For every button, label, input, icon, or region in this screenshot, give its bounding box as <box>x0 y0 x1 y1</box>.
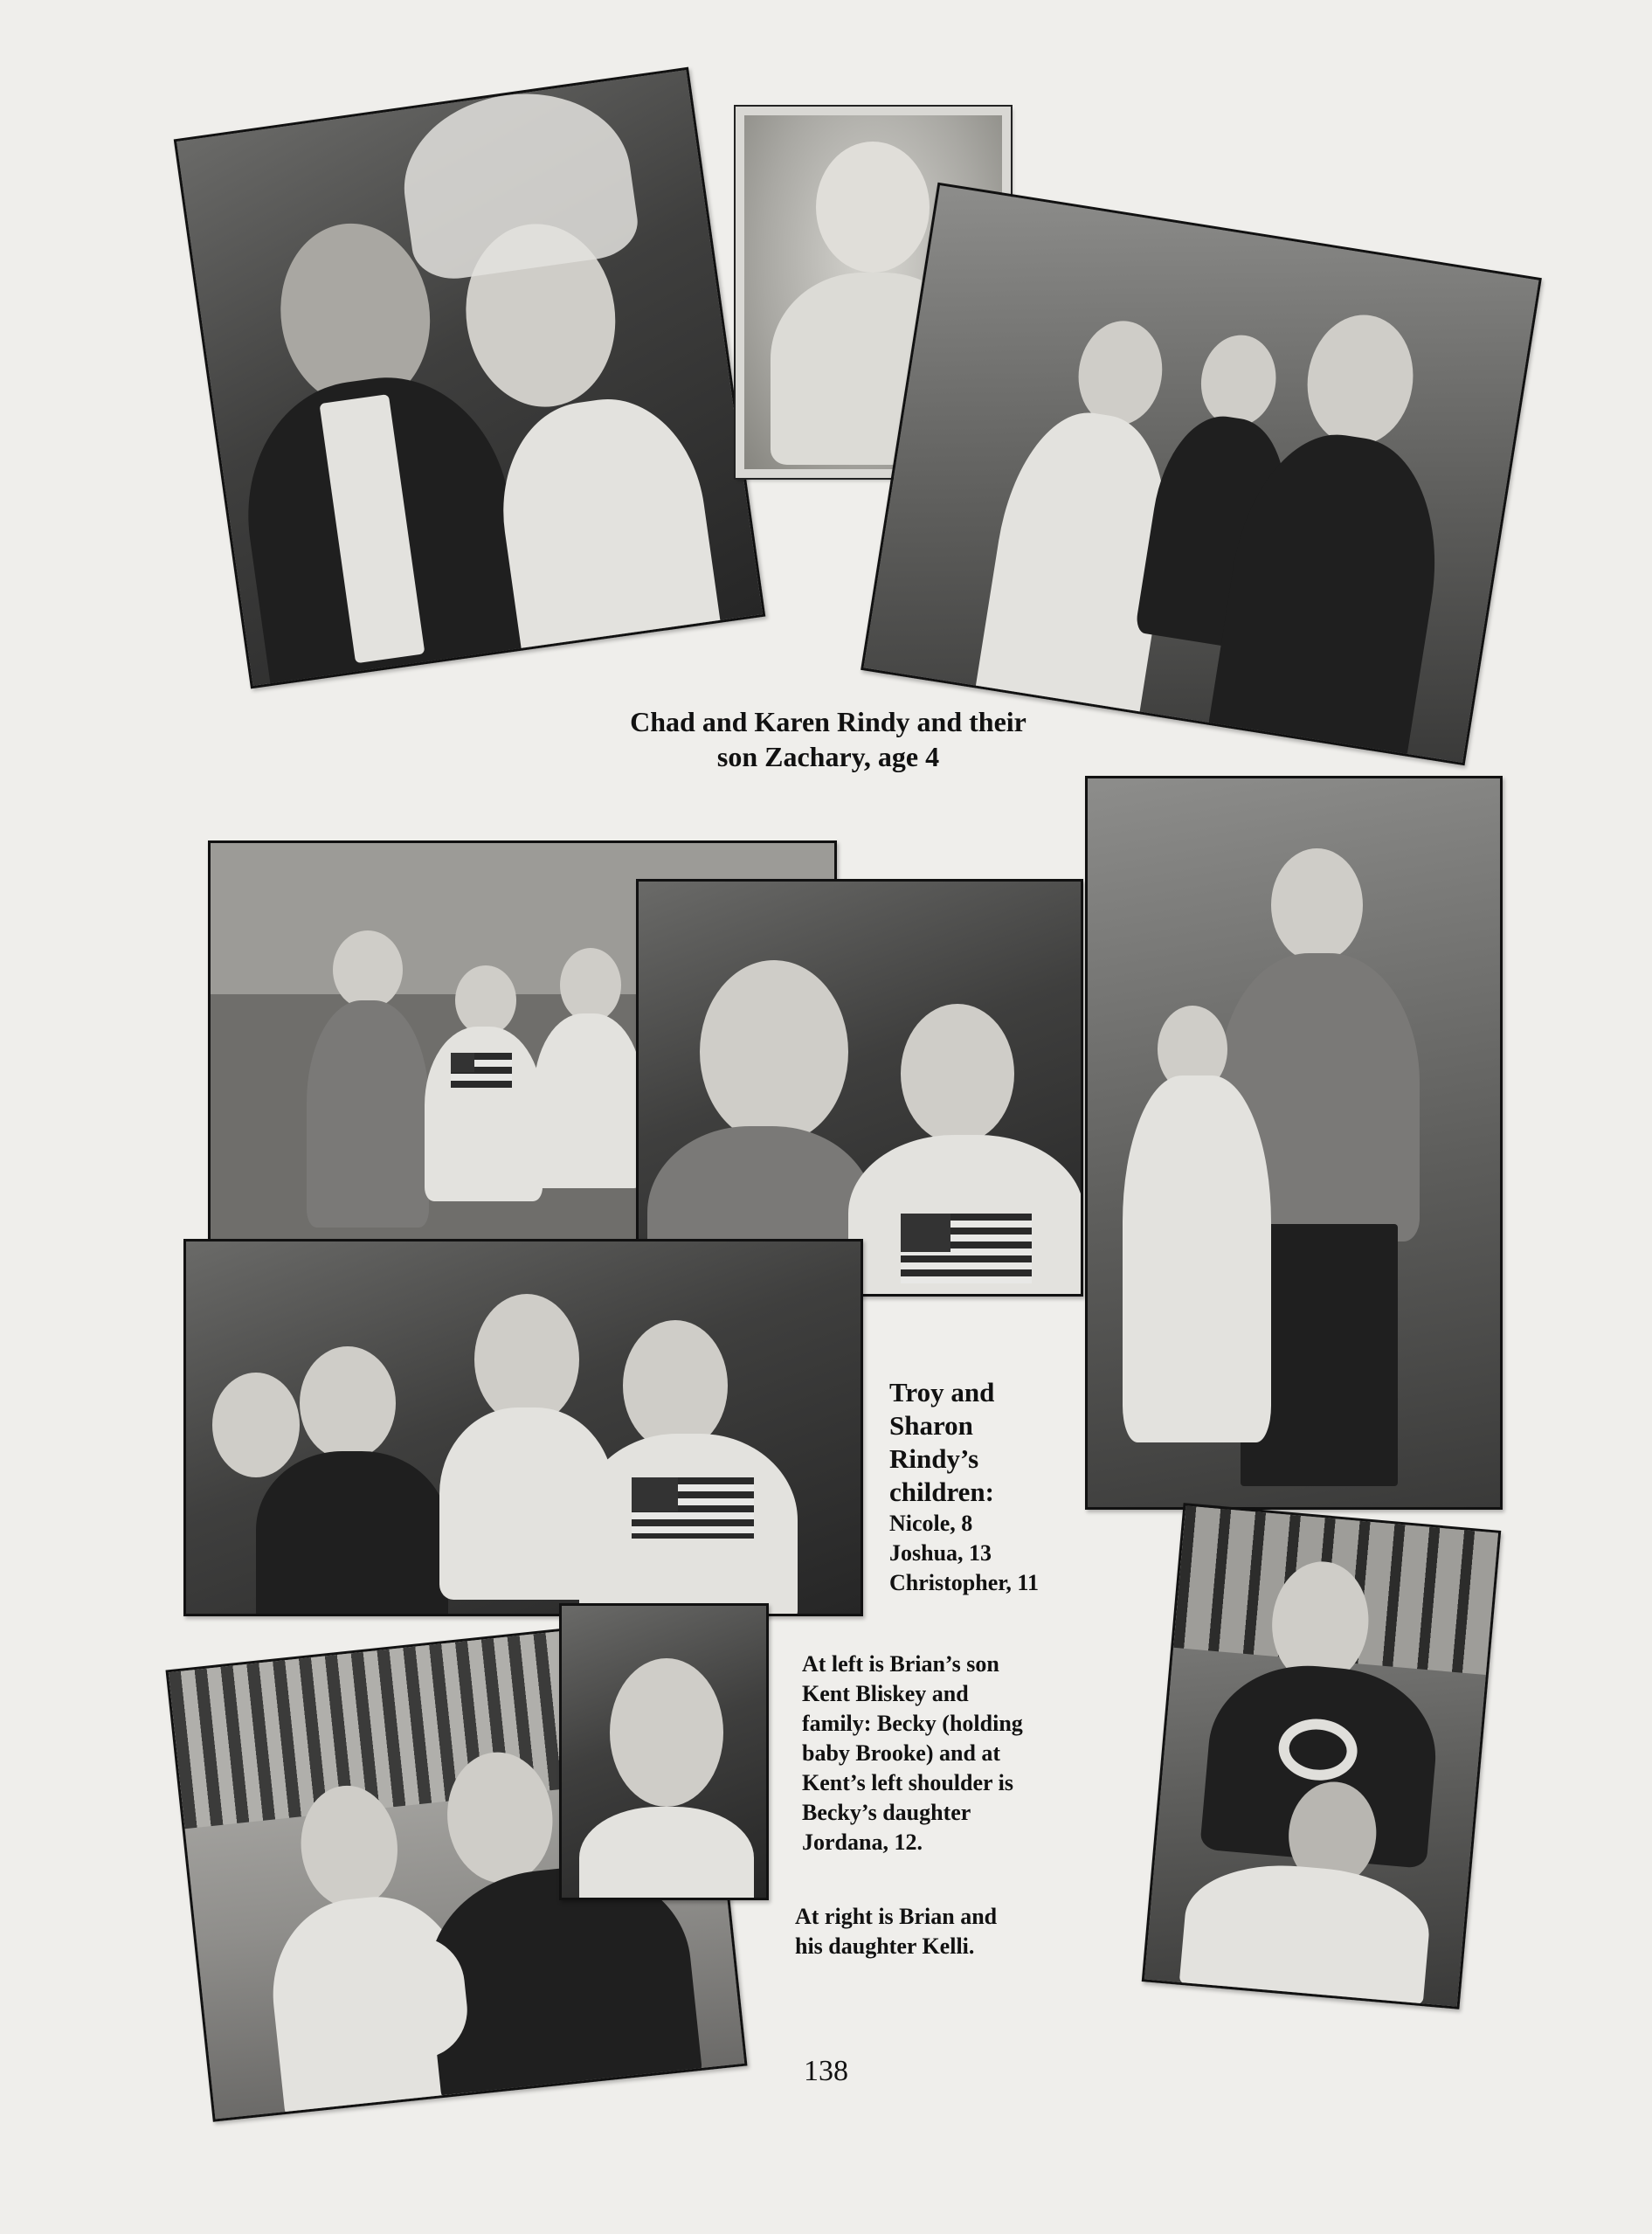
caption-troy-sharon <box>889 1376 1039 1598</box>
caption-troy-line1: Troy and <box>889 1377 995 1407</box>
caption-troy-child-3: Christopher, 11 <box>889 1570 1039 1595</box>
caption-kent-line4: baby Brooke) and at <box>802 1740 1001 1766</box>
caption-chad-karen-line2: son Zachary, age 4 <box>716 741 940 772</box>
caption-kent-line5: Kent’s left shoulder is <box>802 1770 1013 1795</box>
caption-chad-karen-line1: Chad and Karen Rindy and their <box>630 706 1026 737</box>
family-couch-photo <box>183 1239 863 1616</box>
caption-troy-child-1: Nicole, 8 <box>889 1511 973 1536</box>
jordana-portrait-photo <box>559 1603 769 1900</box>
caption-kent-line1: At left is Brian’s son <box>802 1651 999 1677</box>
page-number: 138 <box>804 2055 848 2087</box>
caption-kent-line2: Kent Bliskey and <box>802 1681 969 1706</box>
family-garden-photo <box>861 183 1542 766</box>
caption-brian-line2: his daughter Kelli. <box>795 1933 975 1959</box>
caption-troy-line4: children: <box>889 1477 994 1507</box>
caption-brian-kelli <box>795 1902 997 1961</box>
caption-troy-line2: Sharon <box>889 1410 973 1441</box>
father-daughter-dress-photo <box>1085 776 1503 1510</box>
caption-troy-line3: Rindy’s <box>889 1443 979 1474</box>
caption-chad-karen <box>592 704 1064 774</box>
caption-troy-child-2: Joshua, 13 <box>889 1540 992 1566</box>
father-son-closeup-photo <box>636 879 1083 1297</box>
caption-kent-line7: Jordana, 12. <box>802 1829 923 1855</box>
caption-brian-line1: At right is Brian and <box>795 1904 998 1929</box>
caption-kent-line6: Becky’s daughter <box>802 1800 971 1825</box>
wedding-photo <box>174 67 766 689</box>
caption-kent-family <box>802 1650 1023 1857</box>
caption-kent-line3: family: Becky (holding <box>802 1711 1023 1736</box>
brian-kelli-photo <box>1142 1503 1502 2009</box>
